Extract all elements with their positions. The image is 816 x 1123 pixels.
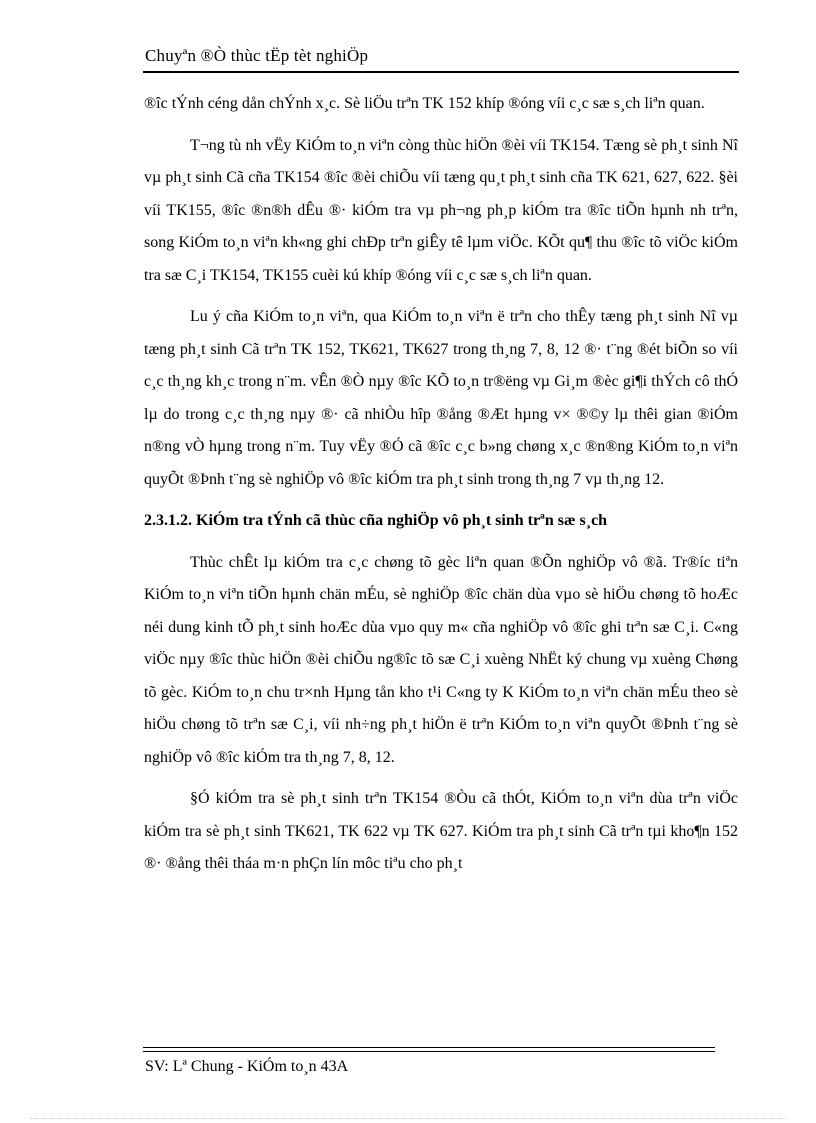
- paragraph-continuation: ®îc tÝnh céng dån chÝnh x¸c. Sè liÖu trªn TK 152 khíp ®óng víi c¸c sæ s¸ch liªn quan.: [144, 95, 705, 112]
- paragraph-note: Lu ý cña KiÓm to¸n viªn, qua KiÓm to¸n viªn ë trªn cho thÊy tæng ph¸t sinh Nî vµ tæng ph¸t sinh Cã trªn TK 152, TK621, TK627 trong th¸ng 7, 8, 12 ®· t¨ng ®ét biÕn so víi c¸c th¸ng kh¸c trong n¨m. vÊn ®Ò nµy ®îc KÕ to¸n tr®ëng vµ Gi¸m ®èc gi¶i thÝch cô thÓ lµ do trong c¸c th¸ng nµy ®· cã nhiÒu hîp ®ång ®Æt hµng v× ®©y lµ thêi gian ®iÓm n®ng vÒ hµng trong n¨m. Tuy vËy ®Ó cã ®îc c¸c b»ng chøng x¸c ®n®ng KiÓm to¸n viªn quyÕt ®Þnh t¨ng sè nghiÖp vô ®îc kiÓm tra ph¸t sinh trong th¸ng 7 vµ th¸ng 12.: [144, 308, 738, 488]
- page-edge-dots: [30, 1118, 786, 1119]
- header-rule: [143, 71, 739, 73]
- footer-rule-top: [143, 1047, 715, 1048]
- paragraph-vouchers: Thùc chÊt lµ kiÓm tra c¸c chøng tõ gèc liªn quan ®Õn nghiÖp vô ®ã. Tr®íc tiªn KiÓm to¸n viªn tiÕn hµnh chän mÉu, sè nghiÖp ®îc chän dùa vµo sè hiÖu chøng tõ hoÆc néi dung kinh tÕ ph¸t sinh hoÆc dùa vµo quy m« cña nghiÖp vô ®îc ghi trªn sæ C¸i. C«ng viÖc nµy ®îc thùc hiÖn ®èi chiÕu ng®îc tõ sæ C¸i xuèng NhËt ký chung vµ xuèng Chøng tõ gèc. KiÓm to¸n chu tr×nh Hµng tån kho t¹i C«ng ty K KiÓm to¸n viªn chän mÉu theo sè hiÖu chøng tõ trªn sæ C¸i, víi nh÷ng ph¸t hiÖn ë trªn KiÓm to¸n viªn quyÕt ®Þnh t¨ng sè nghiÖp vô ®îc kiÓm tra th¸ng 7, 8, 12.: [144, 553, 738, 766]
- page-header-title: Chuyªn ®Ò thùc tËp tèt nghiÖp: [145, 46, 369, 65]
- section-heading: 2.3.1.2. KiÓm tra tÝnh cã thùc cña nghiÖp vô ph¸t sinh trªn sæ s¸ch: [144, 512, 608, 529]
- page-footer: SV: Lª Chung - KiÓm to¸n 43A: [145, 1058, 349, 1075]
- body-text: [144, 88, 738, 890]
- footer-rule-bottom: [143, 1051, 715, 1052]
- paragraph-tk154-check: §Ó kiÓm tra sè ph¸t sinh trªn TK154 ®Òu cã thÓt, KiÓm to¸n viªn dùa trªn viÖc kiÓm tra sè ph¸t sinh TK621, TK 622 vµ TK 627. KiÓm tra ph¸t sinh Cã trªn tµi kho¶n 152 ®· ®ång thêi tháa m·n phÇn lín môc tiªu cho ph¸t: [144, 790, 738, 872]
- paragraph-tk154: T¬ng tù nh vËy KiÓm to¸n viªn còng thùc hiÖn ®èi víi TK154. Tæng sè ph¸t sinh Nî vµ ph¸t sinh Cã cña TK154 ®îc ®èi chiÕu víi tæng qu¸t ph¸t sinh cña TK 621, 627, 622. §èi víi TK155, ®îc ®n®h dÊu ®· kiÓm tra vµ ph¬ng ph¸p kiÓm tra ®îc tiÕn hµnh nh trªn, song KiÓm to¸n viªn kh«ng ghi chÐp trªn giÊy tê lµm viÖc. KÕt qu¶ thu ®îc tõ viÖc kiÓm tra sæ C¸i TK154, TK155 cuèi kú khíp ®óng víi c¸c sæ s¸ch liªn quan.: [144, 136, 738, 284]
